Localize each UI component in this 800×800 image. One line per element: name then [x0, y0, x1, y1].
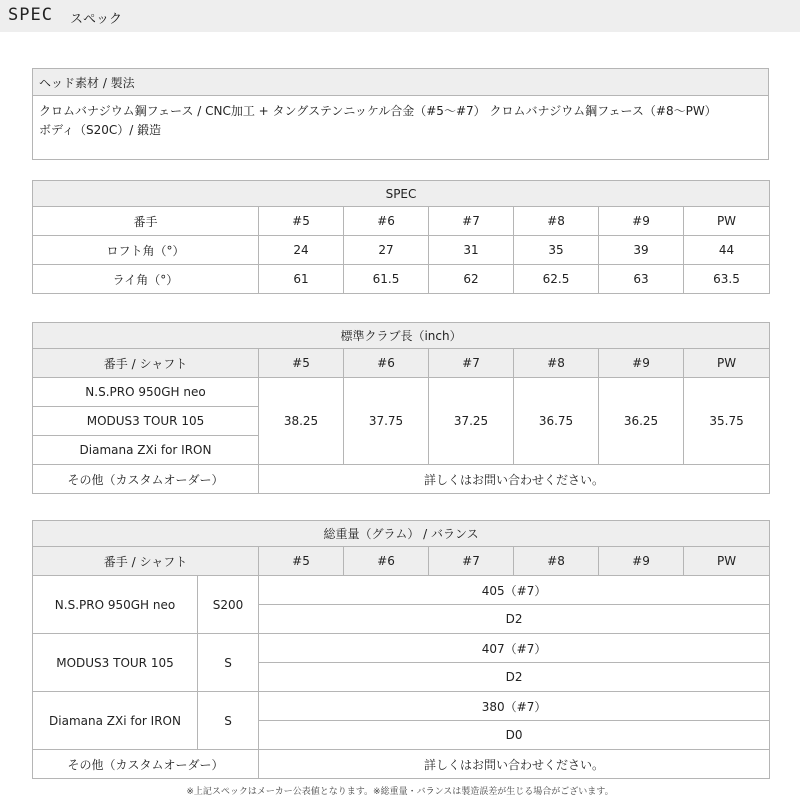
weight-col-header: #9: [599, 547, 684, 576]
material-table: [32, 68, 769, 160]
other-value: 詳しくはお問い合わせください。: [259, 750, 770, 779]
page-subtitle: スペック: [70, 12, 123, 27]
weight-col-header: #8: [514, 547, 599, 576]
material-description: [33, 96, 769, 160]
spec-title: SPEC: [33, 181, 770, 207]
shaft-name: N.S.PRO 950GH neo: [33, 576, 198, 634]
material-line-2: ボディ（S20C）/ 鍛造: [39, 123, 162, 137]
spec-head-label: 番手: [33, 207, 259, 236]
length-value: 38.25: [259, 378, 344, 465]
length-value: 35.75: [684, 378, 770, 465]
balance: D2: [259, 605, 770, 634]
total-weight: 380（#7）: [259, 692, 770, 721]
length-value: 36.75: [514, 378, 599, 465]
table-cell: 27: [344, 236, 429, 265]
length-col-header: #8: [514, 349, 599, 378]
shaft-flex: S: [198, 692, 259, 750]
table-cell: 24: [259, 236, 344, 265]
spec-table: [32, 180, 770, 294]
shaft-name: Diamana ZXi for IRON: [33, 692, 198, 750]
length-col-header: #7: [429, 349, 514, 378]
weight-col-header: #5: [259, 547, 344, 576]
length-title: 標準クラブ長（inch）: [33, 323, 770, 349]
spec-col-header: PW: [684, 207, 770, 236]
length-value: 36.25: [599, 378, 684, 465]
length-value: 37.25: [429, 378, 514, 465]
spec-col-header: #7: [429, 207, 514, 236]
shaft-name: MODUS3 TOUR 105: [33, 634, 198, 692]
table-row: [33, 378, 770, 407]
table-cell: 62: [429, 265, 514, 294]
table-row: [33, 265, 770, 294]
material-line-1: クロムバナジウム鋼フェース / CNC加工 + タングステンニッケル合金（#5〜#7） クロムバナジウム鋼フェース（#8〜PW）: [39, 104, 717, 118]
total-weight: 405（#7）: [259, 576, 770, 605]
weight-col-header: #6: [344, 547, 429, 576]
footnote: ※上記スペックはメーカー公表値となります。※総重量・バランスは製造誤差が生じる場合がございます。: [186, 787, 614, 797]
length-col-header: #6: [344, 349, 429, 378]
spec-col-header: #6: [344, 207, 429, 236]
page-title: SPEC: [8, 5, 53, 25]
other-label: その他（カスタムオーダー）: [33, 750, 259, 779]
row-label: ライ角（°）: [33, 265, 259, 294]
spec-col-header: #8: [514, 207, 599, 236]
table-cell: 35: [514, 236, 599, 265]
table-cell: 61: [259, 265, 344, 294]
table-row: [33, 236, 770, 265]
weight-table: [32, 520, 770, 779]
length-head-label: 番手 / シャフト: [33, 349, 259, 378]
shaft-name: N.S.PRO 950GH neo: [33, 378, 259, 407]
weight-head-label: 番手 / シャフト: [33, 547, 259, 576]
table-row: [33, 750, 770, 779]
table-cell: 62.5: [514, 265, 599, 294]
table-row: [33, 692, 770, 721]
weight-title: 総重量（グラム） / バランス: [33, 521, 770, 547]
table-cell: 44: [684, 236, 770, 265]
table-row: [33, 576, 770, 605]
shaft-name: MODUS3 TOUR 105: [33, 407, 259, 436]
table-cell: 31: [429, 236, 514, 265]
other-label: その他（カスタムオーダー）: [33, 465, 259, 494]
material-heading: ヘッド素材 / 製法: [33, 69, 769, 96]
table-cell: 61.5: [344, 265, 429, 294]
table-row: [33, 465, 770, 494]
balance: D0: [259, 721, 770, 750]
header-bar: [0, 0, 800, 32]
balance: D2: [259, 663, 770, 692]
length-table: [32, 322, 770, 494]
length-col-header: #9: [599, 349, 684, 378]
shaft-name: Diamana ZXi for IRON: [33, 436, 259, 465]
spec-col-header: #5: [259, 207, 344, 236]
shaft-flex: S200: [198, 576, 259, 634]
table-cell: 39: [599, 236, 684, 265]
row-label: ロフト角（°）: [33, 236, 259, 265]
total-weight: 407（#7）: [259, 634, 770, 663]
table-row: [33, 634, 770, 663]
shaft-flex: S: [198, 634, 259, 692]
weight-col-header: #7: [429, 547, 514, 576]
length-col-header: #5: [259, 349, 344, 378]
weight-col-header: PW: [684, 547, 770, 576]
other-value: 詳しくはお問い合わせください。: [259, 465, 770, 494]
length-col-header: PW: [684, 349, 770, 378]
table-cell: 63: [599, 265, 684, 294]
length-value: 37.75: [344, 378, 429, 465]
table-cell: 63.5: [684, 265, 770, 294]
spec-col-header: #9: [599, 207, 684, 236]
